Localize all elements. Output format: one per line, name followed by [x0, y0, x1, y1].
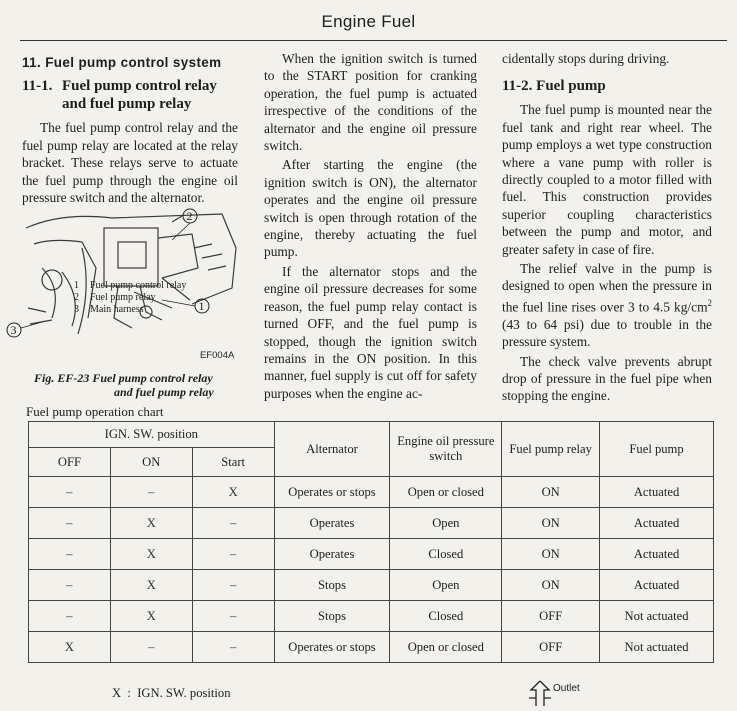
fuel-pump-operation-table [28, 421, 714, 663]
table-cell: ON [502, 508, 600, 539]
table-cell: X [110, 601, 192, 632]
subsection-title-line1: Fuel pump control relay [62, 78, 217, 95]
section-heading: 11. Fuel pump control system [22, 55, 222, 70]
caption-line1: Fig. EF-23 Fuel pump control relay [34, 371, 213, 385]
table-legend: X : IGN. SW. position [112, 686, 231, 700]
table-cell: Not actuated [600, 632, 714, 663]
table-cell: Closed [390, 601, 502, 632]
start-paragraph: When the ignition switch is turned to the START position for cranking operation, the fuel pump is actuated irrespective of the conditions of the alternator and the engine oil pressure switch. [264, 51, 477, 154]
stop-paragraph: If the alternator stops and the engine oil pressure decreases for some reason, the fuel pump relay contact is turned OFF, and the fuel pump is stopped, though the ignition switch remains in the ON position. In this manner, fuel supply is cut off for safety purposes when the engine ac- [264, 263, 477, 401]
table-cell: ON [502, 539, 600, 570]
callout-2: 2 [186, 209, 193, 224]
continued-paragraph: cidentally stops during driving. [502, 51, 670, 66]
table-cell: Not actuated [600, 601, 714, 632]
table-cell: Open [390, 570, 502, 601]
page-title: Engine Fuel [321, 12, 416, 31]
table-cell: Actuated [600, 508, 714, 539]
subsection-heading-11-2: 11-2. Fuel pump [502, 78, 606, 95]
table-cell: X [110, 570, 192, 601]
table-cell: – [29, 477, 111, 508]
header-on: ON [110, 448, 192, 477]
table-cell: – [29, 539, 111, 570]
table-cell: Open [390, 508, 502, 539]
column-3 [502, 50, 712, 405]
table-cell: ON [502, 570, 600, 601]
table-cell: – [192, 570, 274, 601]
callout-1: 1 [198, 299, 205, 314]
caption-line2: and fuel pump relay [114, 385, 214, 399]
figure-caption [34, 371, 214, 399]
legend-item: 1 Fuel pump control relay [74, 280, 187, 291]
table-row [29, 477, 714, 508]
chart-title: Fuel pump operation chart [26, 404, 164, 419]
header-fuel-pump-relay: Fuel pump relay [502, 422, 600, 477]
table-cell: Operates or stops [274, 477, 390, 508]
table-cell: Operates or stops [274, 632, 390, 663]
table-cell: Stops [274, 601, 390, 632]
table-body [29, 477, 714, 663]
callout-3: 3 [10, 323, 17, 337]
ign-sw-position-header: IGN. SW. position [29, 422, 275, 448]
figure-code: EF004A [200, 350, 235, 361]
table-cell: Actuated [600, 539, 714, 570]
table-row [29, 601, 714, 632]
column-2 [264, 50, 477, 402]
table-header-row [29, 422, 714, 448]
table-cell: – [29, 570, 111, 601]
table-cell: – [110, 632, 192, 663]
table-cell: – [192, 508, 274, 539]
table-cell: – [192, 539, 274, 570]
figure-legend [74, 280, 186, 316]
table-cell: Operates [274, 508, 390, 539]
table-cell: X [110, 508, 192, 539]
table-cell: ON [502, 477, 600, 508]
subsection-title-line2: and fuel pump relay [62, 96, 192, 113]
header-off: OFF [29, 448, 111, 477]
table-row [29, 570, 714, 601]
header-oil-pressure-switch: Engine oil pressure switch [390, 422, 502, 477]
table-cell: X [192, 477, 274, 508]
table-cell: OFF [502, 632, 600, 663]
outlet-arrow [528, 680, 552, 711]
relay-paragraph: The fuel pump control relay and the fuel pump relay are located at the relay bracket. These relays serve to actuate the fuel pump through the engine oil pressure switch and the alternator. [22, 120, 238, 206]
table-row [29, 632, 714, 663]
relay-illustration [22, 208, 242, 340]
header-alternator: Alternator [274, 422, 390, 477]
table-cell: – [29, 508, 111, 539]
header-rule [20, 40, 727, 41]
table-row [29, 508, 714, 539]
table-cell: – [192, 632, 274, 663]
relief-valve-paragraph: The relief valve in the pump is designed to open when the pressure in the fuel line rises over 3 to 4.5 $kg/cm^2$ (43 to 64 psi) due to trouble in the pressure system. [502, 261, 712, 350]
table-cell: X [29, 632, 111, 663]
table-cell: Actuated [600, 570, 714, 601]
table-cell: Open or closed [390, 632, 502, 663]
table-cell: Stops [274, 570, 390, 601]
check-valve-paragraph: The check valve prevents abrupt drop of pressure in the fuel pipe when stopping the engine. [502, 353, 712, 404]
running-paragraph: After starting the engine (the ignition switch is ON), the alternator operates and the engine oil pressure switch is open through rotation of the engine, thereby actuating the fuel pump. [264, 157, 477, 260]
table-cell: Closed [390, 539, 502, 570]
fuel-pump-paragraph: The fuel pump is mounted near the fuel tank and right rear wheel. The pump employs a wet type construction where a vane pump with roller is directly coupled to a motor filled with fuel. This construction provides superior coupling characteristics between the pump and motor, and greater safety in case of fire. [502, 102, 712, 257]
table-cell: Actuated [600, 477, 714, 508]
table-row [29, 539, 714, 570]
outlet-arrow-icon [528, 680, 552, 706]
subsection-number: 11-1. [22, 78, 53, 95]
legend-item: 2 Fuel pump relay [74, 292, 156, 303]
table-cell: – [110, 477, 192, 508]
table-cell: Open or closed [390, 477, 502, 508]
header-fuel-pump: Fuel pump [600, 422, 714, 477]
callout-3-marker [4, 318, 44, 342]
table-cell: X [110, 539, 192, 570]
header-start: Start [192, 448, 274, 477]
table-cell: Operates [274, 539, 390, 570]
legend-item: 3 Main harness [74, 304, 144, 315]
outlet-label: Outlet [553, 683, 580, 694]
table-cell: – [192, 601, 274, 632]
table-cell: OFF [502, 601, 600, 632]
subsection-heading-11-1 [22, 77, 238, 113]
relay-figure [22, 208, 242, 338]
table-cell: – [29, 601, 111, 632]
